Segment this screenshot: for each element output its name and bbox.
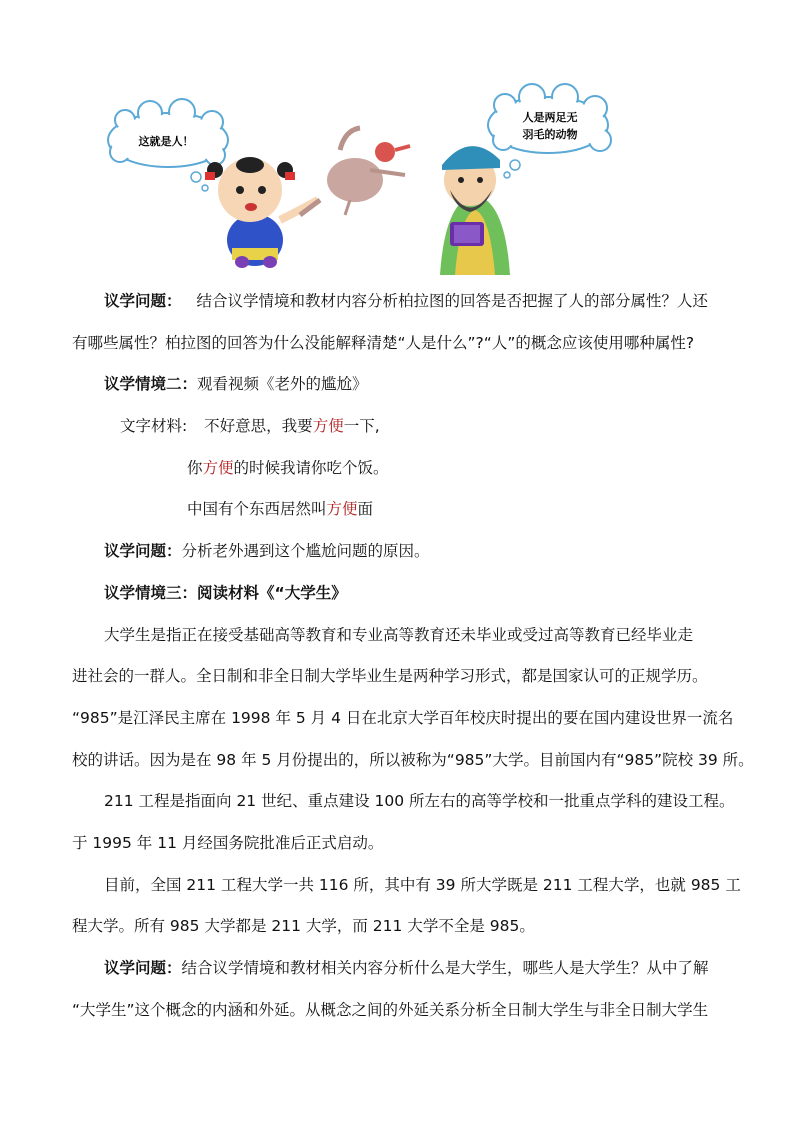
material-line-1: [120, 415, 380, 437]
material-2-b: 的时候我请你吃个饭。: [233, 459, 389, 477]
paragraph-4-line-2: [72, 915, 535, 937]
plucked-chicken: [300, 128, 410, 215]
illustration: [0, 0, 794, 290]
plato-character: [440, 146, 510, 275]
paragraph-2-text-1: “985”是江泽民主席在 1998 年 5 月 4 日在北京大学百年校庆时提出的要在国内建设世界一流名: [72, 709, 734, 727]
paragraph-4-line-1: [104, 874, 741, 896]
bubble-left-text: 这就是人！: [138, 135, 194, 148]
question-2-label: 议学问题：: [104, 542, 182, 560]
question-2-text: 分析老外遇到这个尴尬问题的原因。: [181, 542, 430, 560]
question-1-text-1: 结合议学情境和教材内容分析柏拉图的回答是否把握了人的部分属性？人还: [196, 292, 708, 310]
question-1-line-2: [72, 332, 694, 354]
question-3-text-1: 结合议学情境和教材相关内容分析什么是大学生，哪些人是大学生？从中了解: [181, 959, 709, 977]
material-line-3: [187, 498, 373, 520]
scene-2-label: 议学情境二：: [104, 375, 198, 393]
material-1-red: 方便: [312, 417, 344, 435]
question-2: [104, 540, 430, 562]
scene-2-heading: [104, 373, 368, 395]
material-2-red: 方便: [202, 459, 234, 477]
question-1-text-2: 有哪些属性？柏拉图的回答为什么没能解释清楚“人是什么”?“人”的概念应该使用哪种属性?: [72, 334, 695, 352]
paragraph-1-text-2: 进社会的一群人。全日制和非全日制大学毕业生是两种学习形式，都是国家认可的正规学历。: [72, 667, 708, 685]
scene-3-label: 议学情境三：阅读材料《“大学生》: [104, 584, 347, 602]
paragraph-1-line-2: [72, 665, 708, 687]
question-1-line-1: [104, 290, 708, 312]
paragraph-2-line-2: [72, 749, 754, 771]
paragraph-4-text-2: 程大学。所有 985 大学都是 211 大学，而 211 大学不全是 985。: [72, 917, 535, 935]
bubble-right-text-2: 羽毛的动物: [522, 128, 578, 141]
material-3-a: 中国有个东西居然叫: [187, 500, 327, 518]
material-1-b: 一下,: [343, 417, 380, 435]
paragraph-3-line-2: [72, 832, 383, 854]
scene-2-text: 观看视频《老外的尴尬》: [197, 375, 368, 393]
question-3-line-1: [104, 957, 709, 979]
paragraph-3-text-2: 于 1995 年 11 月经国务院批准后正式启动。: [72, 834, 384, 852]
material-3-red: 方便: [326, 500, 358, 518]
paragraph-1-text-1: 大学生是指正在接受基础高等教育和专业高等教育还未毕业或受过高等教育已经毕业走: [104, 626, 694, 644]
bubble-right-text-1: 人是两足无: [522, 111, 578, 124]
question-3-line-2: [72, 999, 708, 1021]
paragraph-3-text-1: 211 工程是指面向 21 世纪、重点建设 100 所左右的高等学校和一批重点学科的建设工程。: [104, 792, 735, 810]
question-1-label: 议学问题：: [104, 292, 182, 310]
speech-bubble-right: [488, 84, 611, 178]
material-2-a: 你: [187, 459, 203, 477]
paragraph-3-line-1: [104, 790, 735, 812]
material-3-b: 面: [357, 500, 374, 518]
scene-3-heading: [104, 582, 347, 604]
paragraph-1-line-1: [104, 624, 693, 646]
paragraph-2-line-1: [72, 707, 733, 729]
paragraph-2-text-2: 校的讲话。因为是在 98 年 5 月份提出的，所以被称为“985”大学。目前国内有“985”院校 39 所。: [72, 751, 754, 769]
question-3-label: 议学问题：: [104, 959, 182, 977]
question-3-text-2: “大学生”这个概念的内涵和外延。从概念之间的外延关系分析全日制大学生与非全日制大学生: [72, 1001, 709, 1019]
material-line-2: [187, 457, 389, 479]
paragraph-4-text-1: 目前，全国 211 工程大学一共 116 所，其中有 39 所大学既是 211 工程大学，也就 985 工: [104, 876, 741, 894]
material-1-a: 不好意思，我要: [204, 417, 313, 435]
material-label: 文字材料:: [120, 417, 188, 435]
